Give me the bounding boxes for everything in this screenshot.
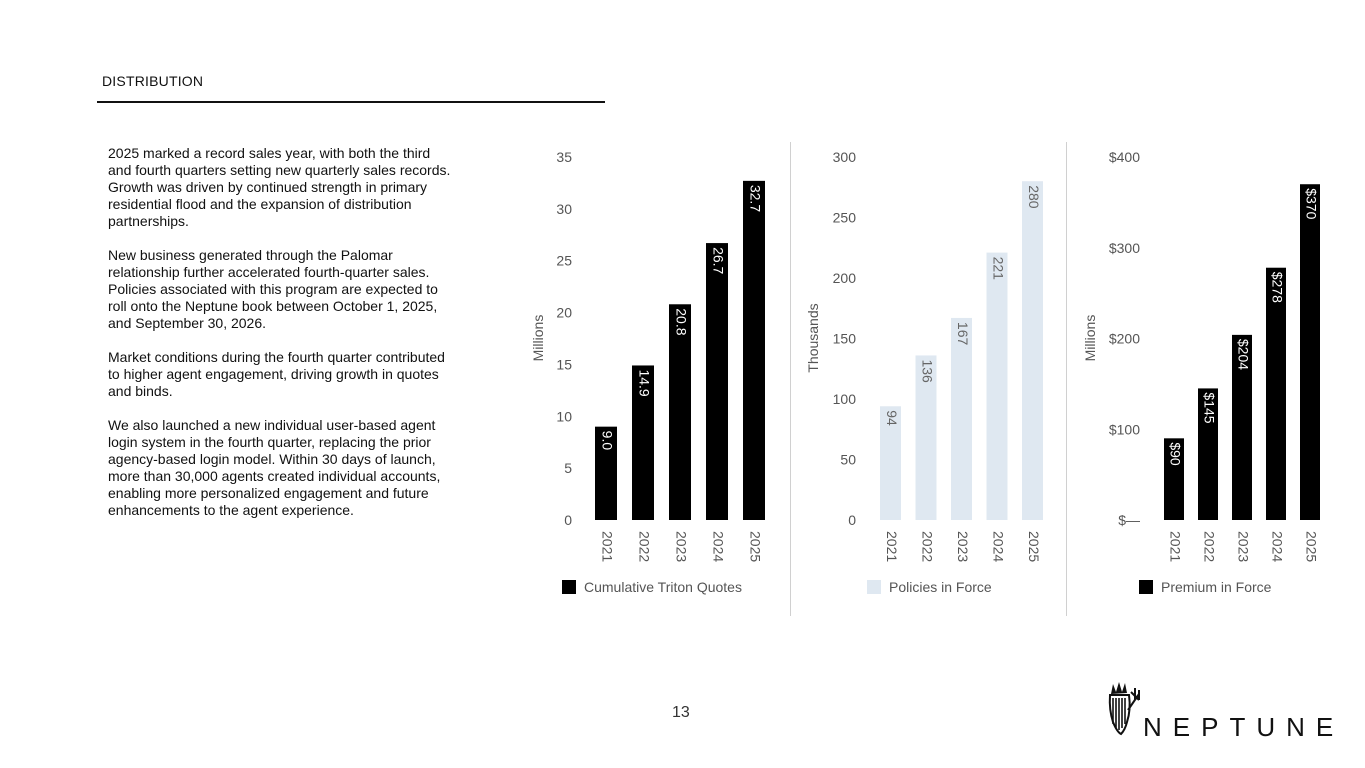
y-tick-label: 35 <box>556 149 572 165</box>
x-tick-label: 2023 <box>673 531 690 563</box>
bar-value-label: 94 <box>883 410 900 426</box>
legend-swatch <box>562 580 576 594</box>
legend-policies <box>867 578 992 596</box>
y-tick-label: 200 <box>832 270 856 286</box>
y-tick-label: 150 <box>832 330 856 347</box>
page-number: 13 <box>672 704 690 721</box>
x-tick-label: 2022 <box>1201 531 1218 563</box>
x-tick-label: 2024 <box>990 531 1007 563</box>
bar-value-label: $90 <box>1167 442 1184 466</box>
bar-value-label: $145 <box>1201 392 1218 424</box>
y-tick-label: 50 <box>840 451 856 468</box>
y-tick-label: 100 <box>832 391 856 407</box>
bar-value-label: 136 <box>919 359 936 383</box>
y-axis-label: Thousands <box>805 303 821 373</box>
bar-value-label: 32.7 <box>747 184 764 213</box>
paragraph-market-conditions: Market conditions during the fourth quarter contributed to higher agent engagement, driving growth in quotes and binds. <box>108 349 445 399</box>
neptune-logo <box>1105 680 1345 742</box>
bar-value-label: 20.8 <box>673 308 690 336</box>
x-tick-label: 2025 <box>747 531 764 563</box>
bar-value-label: 280 <box>1025 185 1042 209</box>
bar <box>1300 184 1320 520</box>
y-tick-label: 0 <box>564 512 572 528</box>
x-tick-label: 2021 <box>599 531 616 563</box>
y-tick-label: $100 <box>1108 421 1140 438</box>
bar-value-label: 167 <box>954 321 971 346</box>
x-tick-label: 2022 <box>636 531 653 563</box>
x-tick-label: 2021 <box>1167 531 1184 563</box>
y-tick-label: 25 <box>556 252 572 269</box>
bar-value-label: 14.9 <box>636 369 653 397</box>
bar-value-label: $204 <box>1235 338 1252 371</box>
bar <box>1266 268 1286 520</box>
x-tick-label: 2024 <box>1269 531 1286 563</box>
x-tick-label: 2024 <box>710 531 727 563</box>
paragraph-palomar: New business generated through the Palomar relationship further accelerated fourth-quarter sales. Policies associated with this program are expected to roll onto the Neptune book between October 1, 2025, and September 30, 2026. <box>108 247 438 331</box>
x-tick-label: 2023 <box>1235 531 1252 563</box>
legend-label: Policies in Force <box>889 579 992 595</box>
legend-quotes <box>562 578 742 596</box>
bar-value-label: 221 <box>990 256 1007 280</box>
logo-wordmark: NEPTUNE <box>1143 712 1345 742</box>
x-tick-label: 2025 <box>1025 531 1042 563</box>
x-tick-label: 2021 <box>883 531 900 563</box>
paragraph-record-sales: 2025 marked a record sales year, with both the third and fourth quarters setting new quarterly sales records. Growth was driven by continued strength in primary residential flood and the expansion of distribution partnerships. <box>108 145 451 229</box>
y-tick-label: 15 <box>556 356 572 373</box>
y-tick-label: 300 <box>832 149 856 165</box>
neptune-trident-head-icon <box>1105 680 1141 736</box>
y-tick-label: 20 <box>556 304 572 321</box>
y-tick-label: 10 <box>556 408 572 425</box>
paragraph-agent-login: We also launched a new individual user-based agent login system in the fourth quarter, replacing the prior agency-based login model. Within 30 days of launch, more than 30,000 agents created individual accounts, enabling more personalized engagement and future enhancements to the agent experience. <box>108 417 441 518</box>
y-tick-label: $200 <box>1108 330 1140 347</box>
legend-swatch <box>867 580 881 594</box>
legend-label: Cumulative Triton Quotes <box>584 579 742 595</box>
y-tick-label: 250 <box>832 209 856 226</box>
y-tick-label: 5 <box>564 460 572 477</box>
y-tick-label: $— <box>1118 512 1140 528</box>
bar-value-label: 9.0 <box>599 430 616 451</box>
legend-label: Premium in Force <box>1161 579 1272 595</box>
y-axis-label: Millions <box>1082 314 1098 362</box>
bar-value-label: $370 <box>1303 188 1320 220</box>
y-tick-label: 0 <box>848 512 856 528</box>
bar-value-label: 26.7 <box>710 247 727 275</box>
bar-value-label: $278 <box>1269 271 1286 303</box>
y-tick-label: $300 <box>1108 239 1140 256</box>
x-tick-label: 2022 <box>919 531 936 563</box>
legend-swatch <box>1139 580 1153 594</box>
y-tick-label: 30 <box>556 200 572 217</box>
x-tick-label: 2025 <box>1303 531 1320 563</box>
y-axis-label: Millions <box>530 314 546 362</box>
y-tick-label: $400 <box>1108 149 1140 165</box>
x-tick-label: 2023 <box>954 531 971 563</box>
section-label: DISTRIBUTION <box>102 73 204 89</box>
legend-premium <box>1139 578 1271 596</box>
